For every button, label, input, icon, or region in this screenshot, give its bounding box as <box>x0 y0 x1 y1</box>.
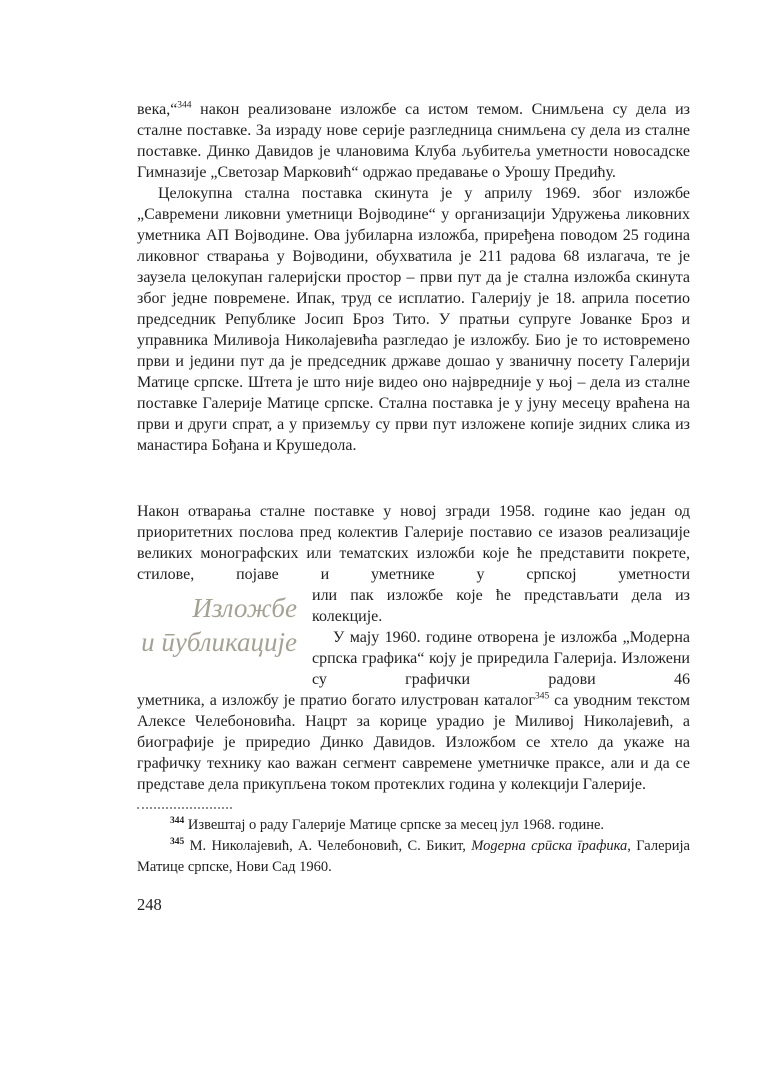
heading-wrap-row <box>137 585 690 690</box>
footnote-344-marker: 344 <box>170 816 185 827</box>
section-paragraph-top: Након отварања сталне поставке у новој згради 1958. године као један од приоритетних послова пред колектив Галерије поставио се изазов реализације великих монографских или тематских изложби које ће представити покрете, стилове, појаве и уметнике у српској уметности <box>137 503 690 583</box>
footnote-345-marker: 345 <box>170 837 185 848</box>
section-heading-line-2: и публикације <box>141 627 297 657</box>
narrow-text-column <box>312 585 690 690</box>
footnote-345-text: М. Николајевић, А. Челебоновић, С. Бикит, <box>189 838 472 854</box>
paragraph-text: са уводним текстом Алексе Челебоновића. Нацрт за корице урадио је Миливој Николајевић, а биографије је приредио Динко Давидов. Изложбом се хтело да укаже на графичку технику као важан сегмент савремене уметничке праксе, али и да се представе дела прикупљена током протеклих година у колекцији Галерије. <box>137 692 690 793</box>
page-number: 248 <box>137 895 162 914</box>
footnote-reference-345: 345 <box>534 691 550 702</box>
paragraph-text: века,“ <box>137 101 178 118</box>
footnote-separator <box>137 807 232 809</box>
section-heading-line-1: Изложбе <box>192 593 297 623</box>
footnote-reference-344: 344 <box>177 100 192 111</box>
margin-heading-column <box>137 585 297 659</box>
section-paragraph-narrow-new: У мају 1960. године отворена је изложба „Модерна српска графика“ коју је приредила Галерија. Изложени су графички радови 46 <box>312 629 690 688</box>
footnote-344-text: Извештај о раду Галерије Матице српске за месец јул 1968. године. <box>187 817 605 833</box>
paragraph-text: уметника, а изложбу је пратио богато илустрован каталог <box>137 692 535 709</box>
paragraph-text: након реализоване изложбе са истом темом. Снимљена су дела из сталне поставке. За израду нове серије разгледница снимљена су дела из сталне поставке. Динко Давидов је члановима Клуба љубитеља уметности новосадске Гимназије „Светозар Марковић“ одржао предавање о Урошу Предићу. <box>137 101 690 181</box>
footnote-345-text-after: , Галерија Матице српске, Нови Сад 1960. <box>137 838 690 875</box>
section-exhibitions <box>137 501 690 795</box>
paragraph-permanent-collection: Целокупна стална поставка скинута је у априлу 1969. због изложбе „Савремени ликовни уметници Војводине“ у организацији Удружења ликовних уметника АП Војводине. Ова јубиларна изложба, приређена поводом 25 година ликовног стварања у Војводини, обухватила је 211 радова 68 излагача, те је заузела целокупан галеријски простор – први пут да је стална изложба скинута због једне повремене. Ипак, труд се исплатио. Галерију је 18. априла посетио председник Републике Јосип Броз Тито. У пратњи супруге Јованке Броз и управника Миливоја Николајевића разгледао је изложбу. Био је то истовремено први и једини пут да је председник државе дошао у званичну посету Галерији Матице српске. Штета је што није видео оно највредније у њој – дела из сталне поставке Галерије Матице српске. Стална поставка је у јуну месецу враћена на први и други спрат, а у приземљу су први пут изложене копије зидних слика из манастира Бођана и Крушедола. <box>137 185 690 454</box>
paragraph-continuation <box>137 99 690 183</box>
footnote-345-book-title: Модерна српска графика <box>471 838 628 854</box>
section-heading <box>137 591 297 659</box>
text-block <box>137 99 690 915</box>
section-paragraph-narrow-end: или пак изложбе које ће представљати дела из колекције. <box>312 587 690 625</box>
footnote-345 <box>137 836 690 878</box>
footnote-344 <box>137 815 690 836</box>
footnotes-block <box>137 807 690 878</box>
section-paragraph-bottom <box>137 690 690 795</box>
